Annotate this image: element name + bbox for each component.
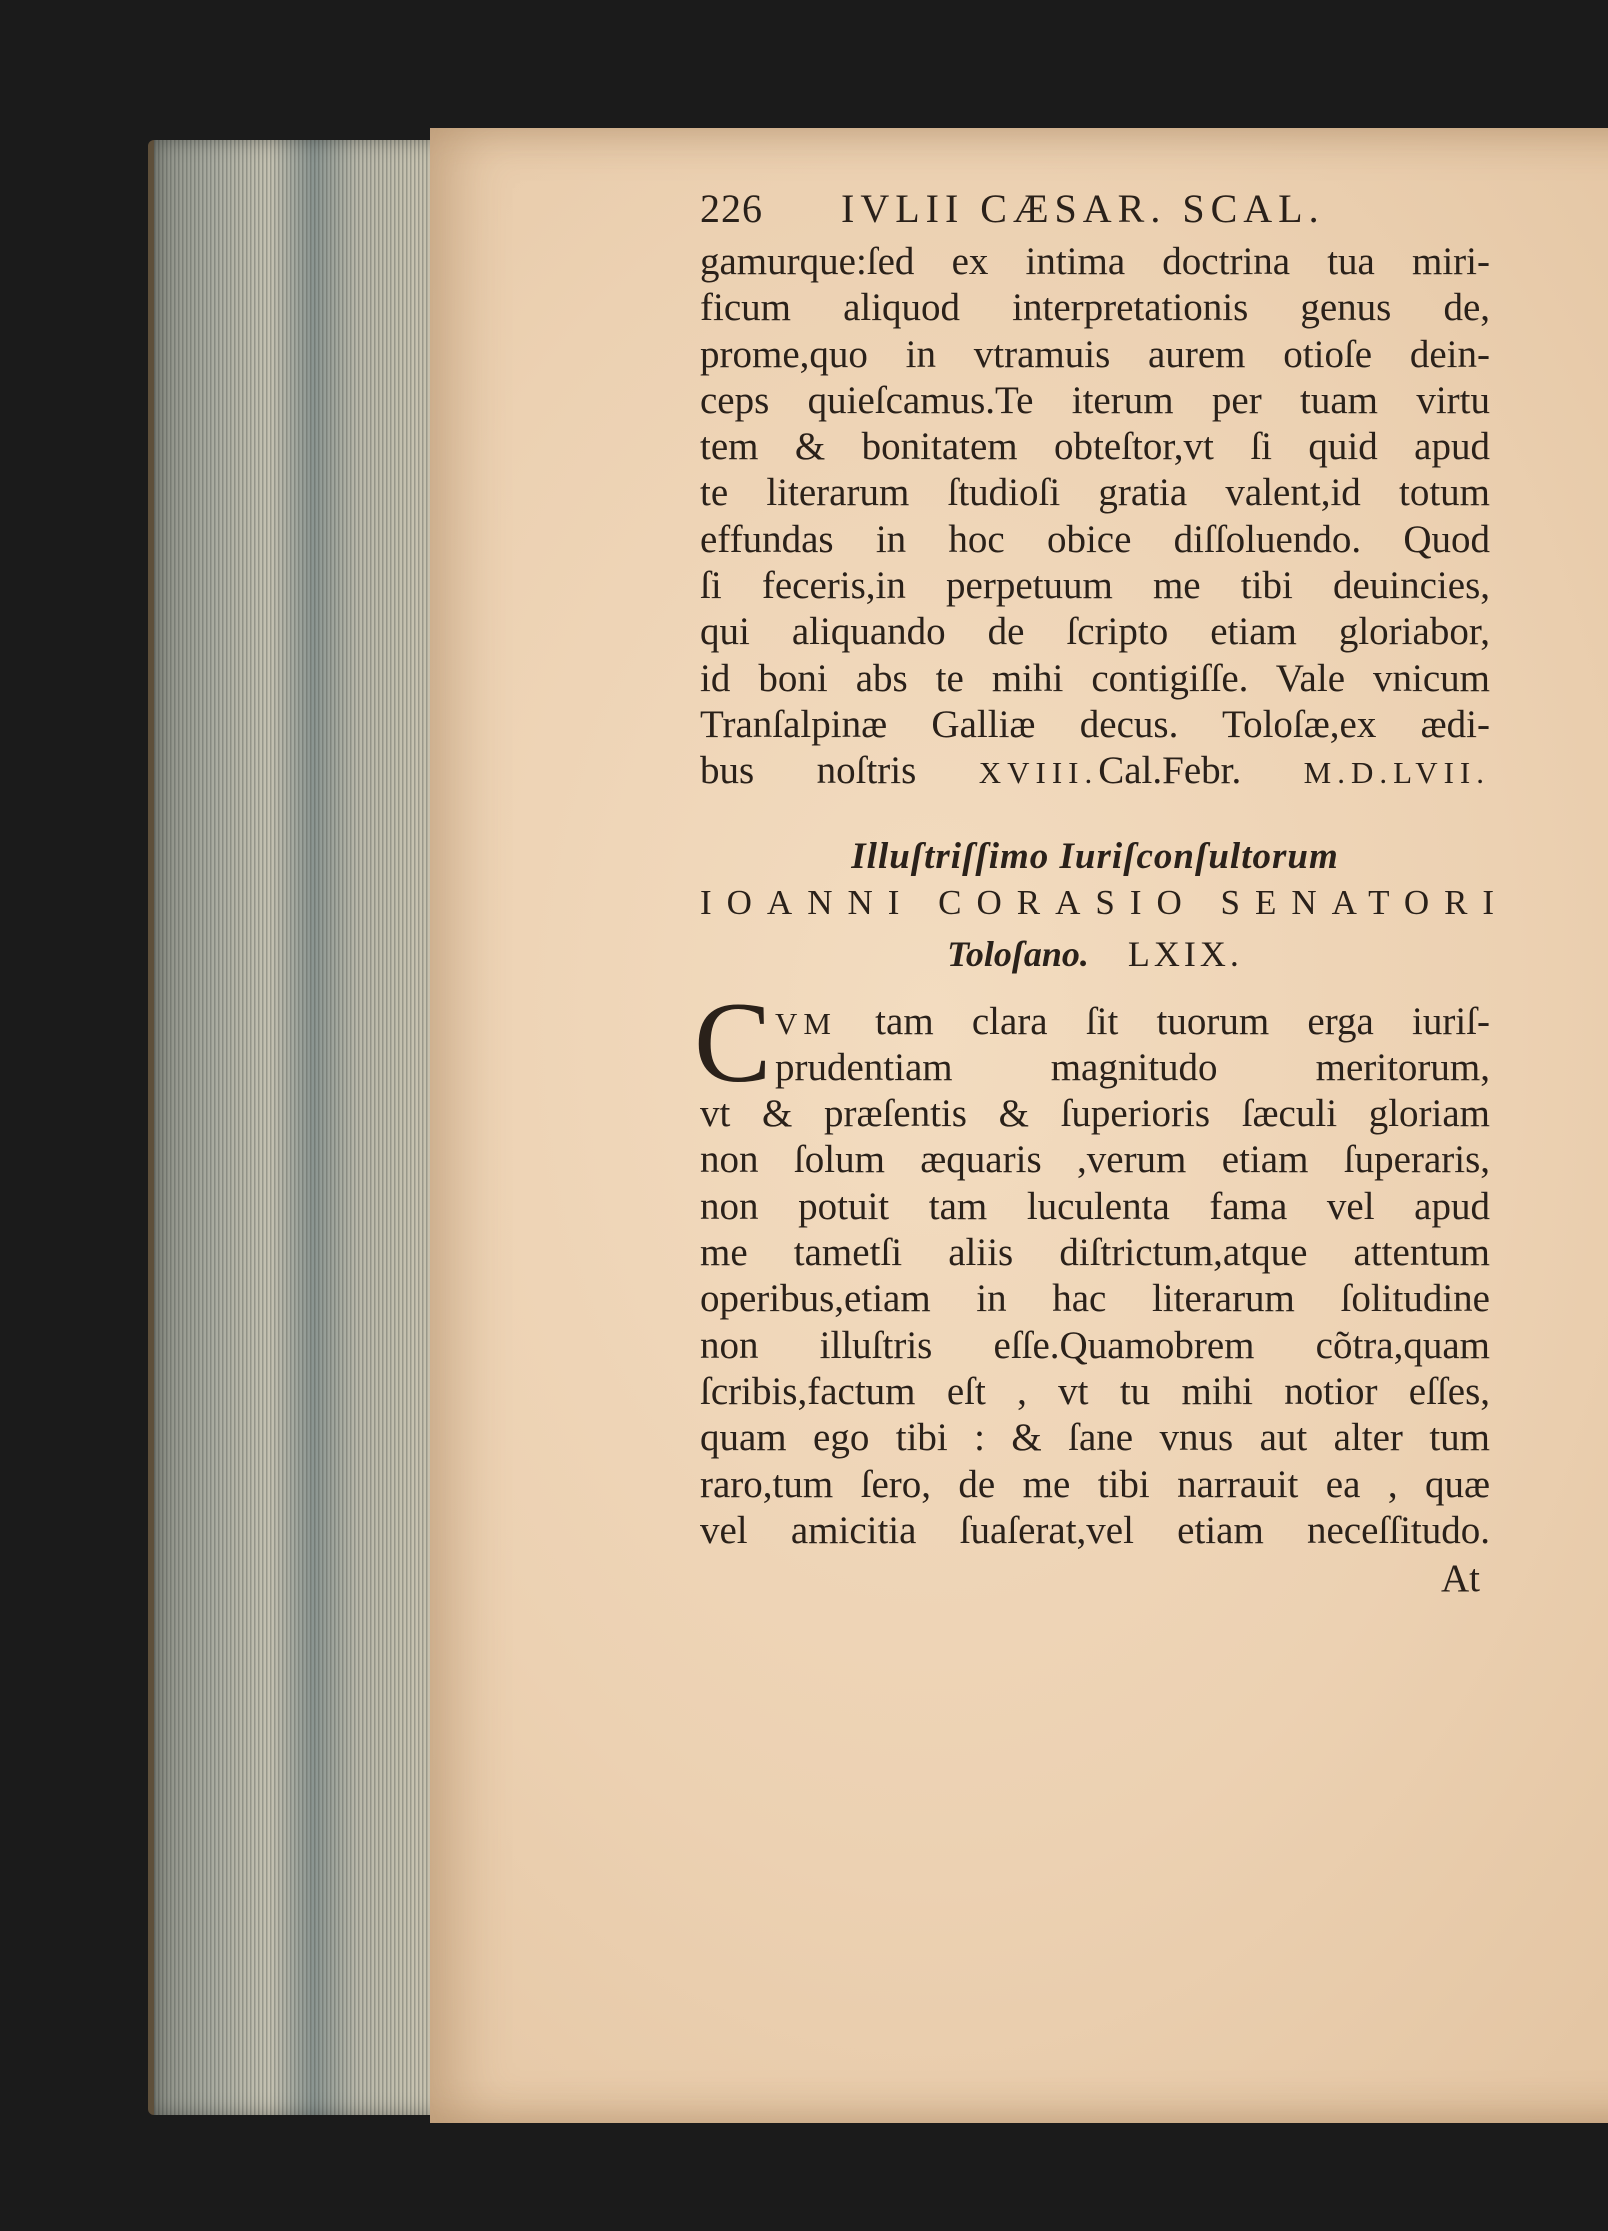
text-line: effundas in hoc obice diſſoluendo. Quod xyxy=(700,517,1490,561)
date-middle: Cal.Febr. xyxy=(1098,749,1242,793)
text-line: non illuſtris eſſe.Quamobrem cõtra,quam xyxy=(700,1323,1490,1367)
letter-heading-number xyxy=(700,933,1490,999)
text-line: qui aliquando de ſcripto etiam gloriabor, xyxy=(700,610,1490,654)
text-line: vel amicitia ſuaſerat,vel etiam neceſſitudo. xyxy=(700,1508,1490,1552)
text-line: prudentiam magnitudo meritorum, xyxy=(775,1045,1490,1089)
page-edges xyxy=(148,140,444,2115)
heading-letter-number: LXIX. xyxy=(1127,933,1243,974)
page-text xyxy=(694,185,1510,1606)
text-line: me tametſi aliis diſtrictum,atque attentum xyxy=(700,1231,1490,1275)
text-line: non ſolum æquaris ,verum etiam ſuperaris, xyxy=(700,1138,1490,1182)
first-line-rest: tam clara ſit tuorum erga iuriſ- xyxy=(875,999,1490,1043)
page-number: 226 xyxy=(700,186,763,231)
date-prefix: bus noſtris xyxy=(700,749,917,793)
text-line: id boni abs te mihi contigiſſe. Vale vnicum xyxy=(700,656,1490,700)
text-line: ceps quieſcamus.Te iterum per tuam virtu xyxy=(700,378,1490,422)
text-line: ſi feceris,in perpetuum me tibi deuincies, xyxy=(700,564,1490,608)
text-line: non potuit tam luculenta fama vel apud xyxy=(700,1184,1490,1228)
text-line: ficum aliquod interpretationis genus de, xyxy=(700,286,1490,330)
letter-start xyxy=(694,978,1490,1555)
text-line: tem & bonitatem obteſtor,vt ſi quid apud xyxy=(700,425,1490,469)
heading-city: Toloſano. xyxy=(947,933,1089,974)
text-line: Tranſalpinæ Galliæ decus. Toloſæ,ex ædi- xyxy=(700,702,1490,746)
first-word-caps: VM xyxy=(775,1005,837,1041)
date-year: M.D.LVII. xyxy=(1303,755,1490,791)
drop-cap: C xyxy=(694,978,772,1107)
text-line: ſcribis,factum eſt , vt tu mihi notior eſſes, xyxy=(700,1369,1490,1413)
text-line: quam ego tibi : & ſane vnus aut alter tum xyxy=(700,1416,1490,1460)
text-line: operibus,etiam in hac literarum ſolitudine xyxy=(700,1277,1490,1321)
letter-heading-dedication: Illuſtriſſimo Iuriſconſultorum xyxy=(851,835,1339,877)
date-roman-day: XVIII. xyxy=(978,755,1099,791)
date-line xyxy=(700,748,1490,794)
catchword: At xyxy=(1441,1557,1480,1601)
text-line: gamurque:ſed ex intima doctrina tua miri- xyxy=(700,240,1490,283)
running-title: IVLII CÆSAR. SCAL. xyxy=(841,186,1325,231)
text-line: te literarum ſtudioſi gratia valent,id totum xyxy=(700,471,1490,515)
text-line: prome,quo in vtramuis aurem otioſe dein- xyxy=(700,332,1490,376)
text-line xyxy=(700,999,1490,1045)
text-line: raro,tum ſero, de me tibi narrauit ea , quæ xyxy=(700,1462,1490,1506)
running-head xyxy=(700,185,1490,239)
text-line: vt & præſentis & ſuperioris ſæculi gloriam xyxy=(700,1092,1490,1136)
letter-heading-recipient: IOANNI CORASIO SENATORI xyxy=(700,882,1510,922)
letter-end xyxy=(700,239,1490,795)
